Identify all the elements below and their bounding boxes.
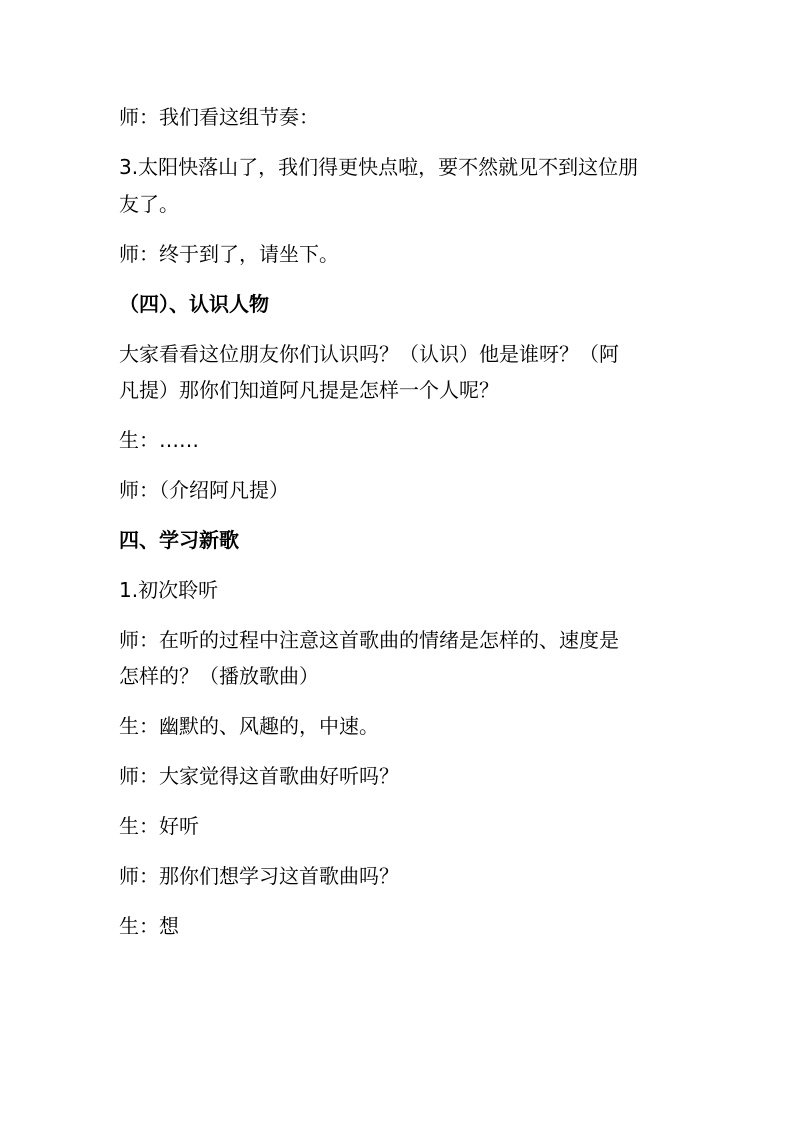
dialogue-line: 师：我们看这组节奏： (119, 105, 319, 129)
section-heading: 四、学习新歌 (119, 528, 239, 552)
paragraph-line-continued: 凡提）那你们知道阿凡提是怎样一个人呢？ (119, 378, 499, 402)
dialogue-line: 生：想 (119, 914, 179, 938)
dialogue-line: 师：那你们想学习这首歌曲吗？ (119, 864, 399, 888)
paragraph-line: 大家看看这位朋友你们认识吗？（认识）他是谁呀？（阿 (119, 342, 619, 366)
dialogue-line: 师：大家觉得这首歌曲好听吗？ (119, 764, 399, 788)
dialogue-line: 师：（介绍阿凡提） (119, 478, 289, 502)
dialogue-line: 生：幽默的、风趣的，中速。 (119, 714, 379, 738)
section-heading: （四）、认识人物 (119, 292, 269, 316)
dialogue-line: 师：终于到了，请坐下。 (119, 242, 339, 266)
step-line: 3.太阳快落山了，我们得更快点啦，要不然就见不到这位朋 (119, 155, 639, 179)
dialogue-line: 生：…… (119, 428, 199, 452)
step-line-continued: 友了。 (119, 192, 179, 216)
dialogue-line-continued: 怎样的？（播放歌曲） (119, 664, 319, 688)
subheading-line: 1.初次聆听 (119, 578, 219, 602)
dialogue-line: 师：在听的过程中注意这首歌曲的情绪是怎样的、速度是 (119, 628, 619, 652)
dialogue-line: 生：好听 (119, 814, 199, 838)
